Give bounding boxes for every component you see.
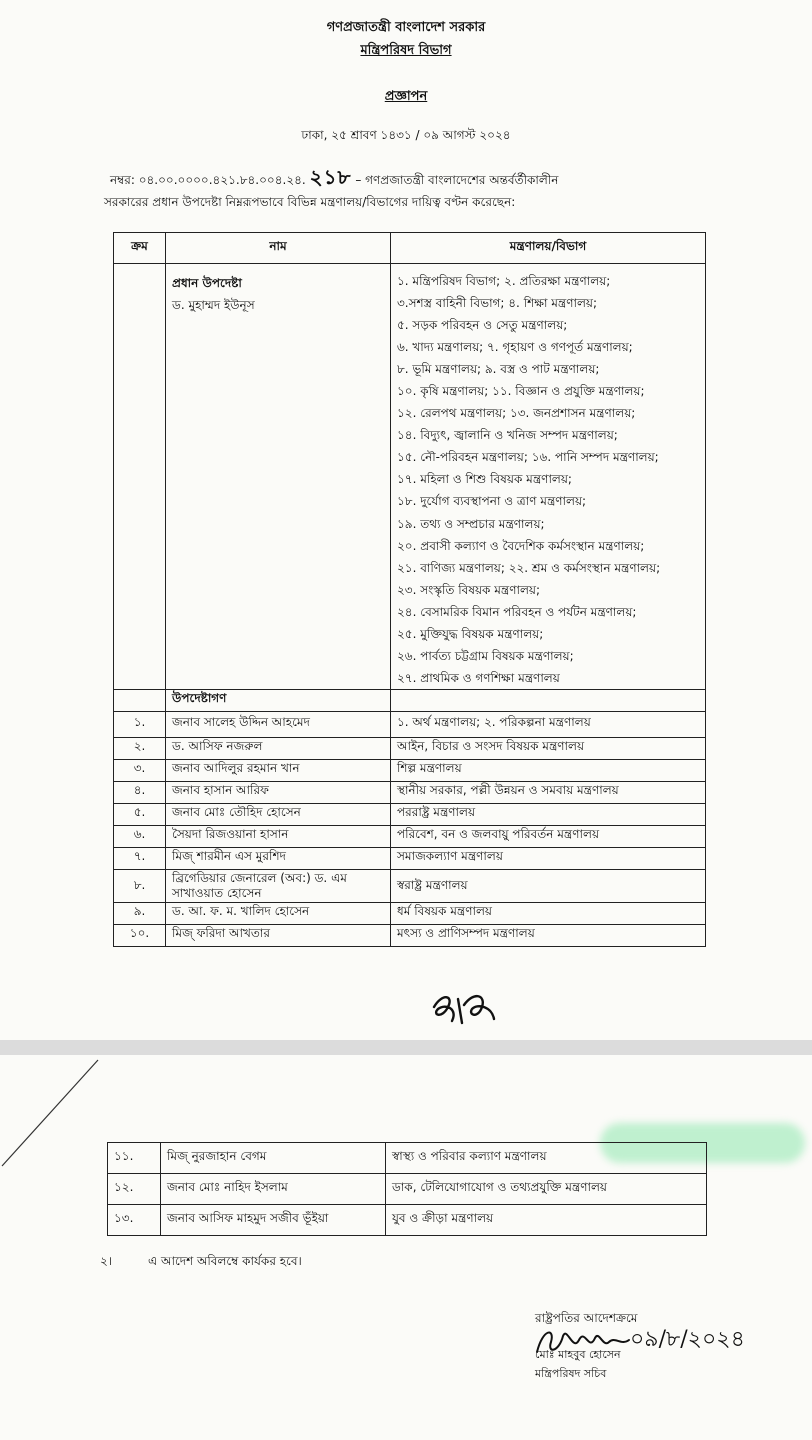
allocation-table [113, 232, 706, 947]
signatory [535, 1345, 621, 1383]
row-name: মিজ্ ফরিদা আখতার [166, 924, 391, 946]
ministry-line: ২৬. পার্বত্য চট্টগ্রাম বিষয়ক মন্ত্রণালয়; [397, 648, 574, 663]
chief-adviser-row [114, 264, 706, 690]
row-name: জনাব হাসান আরিফ [166, 781, 391, 803]
ministry-line: ৫. সড়ক পরিবহন ও সেতু মন্ত্রণালয়; [397, 318, 568, 333]
government-title: গণপ্রজাতন্ত্রী বাংলাদেশ সরকার [326, 20, 486, 35]
table-row [114, 781, 706, 803]
row-name: মিজ্ শারমীন এস মুরশিদ [166, 847, 391, 869]
ministry-line: ১২. রেলপথ মন্ত্রণালয়; ১৩. জনপ্রশাসন মন্ত্রণালয়; [397, 406, 636, 421]
chief-adviser-serial [114, 264, 166, 690]
table-row [114, 803, 706, 825]
chief-adviser-ministries [391, 264, 706, 690]
division-title: মন্ত্রিপরিষদ বিভাগ [360, 43, 452, 58]
signature-authority: রাষ্ট্রপতির আদেশক্রমে [535, 1311, 638, 1325]
ministry-line: ২৫. মুক্তিযুদ্ধ বিষয়ক মন্ত্রণালয়; [397, 626, 544, 641]
row-serial: ৬. [114, 825, 166, 847]
memo-text-second: সরকারের প্রধান উপদেষ্টা নিম্নরূপভাবে বিভিন্ন মন্ত্রণালয়/বিভাগের দায়িত্ব বণ্টন করেছেন: [104, 195, 516, 209]
header-name: নাম [166, 233, 391, 264]
row-ministry: মৎস্য ও প্রাণিসম্পদ মন্ত্রণালয় [391, 924, 706, 946]
ministry-line: ৬. খাদ্য মন্ত্রণালয়; ৭. গৃহায়ণ ও গণপূর্ত মন্ত্রণালয়; [397, 340, 633, 355]
row-name: জনাব মোঃ তৌহিদ হোসেন [166, 803, 391, 825]
row-name: মিজ্ নুরজাহান বেগম [161, 1143, 386, 1174]
memo-number: নম্বর: ০৪.০০.০০০০.৪২১.৮৪.০০৪.২৪. [110, 173, 306, 187]
row-serial: ২. [114, 737, 166, 759]
ministry-line: ১৫. নৌ-পরিবহন মন্ত্রণালয়; ১৬. পানি সম্পদ মন্ত্রণালয়; [397, 450, 659, 465]
row-ministry: ধর্ম বিষয়ক মন্ত্রণালয় [391, 902, 706, 924]
ministry-line: ২৭. প্রাথমিক ও গণশিক্ষা মন্ত্রণালয় [397, 670, 560, 685]
order-text: এ আদেশ অবিলম্বে কার্যকর হবে। [148, 1254, 302, 1268]
table-row [114, 869, 706, 902]
ministry-line: ২৪. বেসামরিক বিমান পরিবহন ও পর্যটন মন্ত্রণালয়; [397, 604, 637, 619]
row-name: জনাব আদিলুর রহমান খান [166, 759, 391, 781]
row-name: জনাব মোঃ নাহিদ ইসলাম [161, 1174, 386, 1205]
chief-adviser-title: প্রধান উপদেষ্টা [172, 276, 242, 290]
row-name: ড. আসিফ নজরুল [166, 737, 391, 759]
row-serial: ১. [114, 711, 166, 737]
row-serial: ১৩. [108, 1205, 161, 1236]
ministry-line: ১৮. দুর্যোগ ব্যবস্থাপনা ও ত্রাণ মন্ত্রণালয়; [397, 494, 587, 509]
table-row [114, 825, 706, 847]
initials-signature-icon [428, 985, 500, 1033]
table-row [114, 902, 706, 924]
row-ministry: পররাষ্ট্র মন্ত্রণালয় [391, 803, 706, 825]
row-ministry: সমাজকল্যাণ মন্ত্রণালয় [391, 847, 706, 869]
header-serial: ক্রম [114, 233, 166, 264]
ministry-line: ২১. বাণিজ্য মন্ত্রণালয়; ২২. শ্রম ও কর্মসংস্থান মন্ত্রণালয়; [397, 560, 661, 575]
table-row [114, 759, 706, 781]
row-ministry: স্বরাষ্ট্র মন্ত্রণালয় [391, 869, 706, 902]
allocation-table-continued [107, 1142, 707, 1236]
row-serial: ১১. [108, 1143, 161, 1174]
row-ministry: স্থানীয় সরকার, পল্লী উন্নয়ন ও সমবায় মন্ত্রণালয় [391, 781, 706, 803]
ministry-line: ৩.সশস্ত্র বাহিনী বিভাগ; ৪. শিক্ষা মন্ত্রণালয়; [397, 296, 598, 311]
ministry-line: ১৭. মহিলা ও শিশু বিষয়ক মন্ত্রণালয়; [397, 472, 572, 487]
row-name: ড. আ. ফ. ম. খালিদ হোসেন [166, 902, 391, 924]
row-ministry: আইন, বিচার ও সংসদ বিষয়ক মন্ত্রণালয় [391, 737, 706, 759]
ministry-line: ৮. ভূমি মন্ত্রণালয়; ৯. বস্ত্র ও পাট মন্ত্রণালয়; [397, 362, 600, 377]
empty-cell [114, 689, 166, 711]
row-serial: ৫. [114, 803, 166, 825]
advisers-title-row [114, 689, 706, 711]
memo-paragraph [104, 165, 710, 213]
ministry-line: ২৩. সংস্কৃতি বিষয়ক মন্ত্রণালয়; [397, 582, 541, 597]
handwritten-memo-number: ২১৮ [309, 165, 352, 189]
table-row [114, 924, 706, 946]
table-row [108, 1205, 707, 1236]
row-ministry: শিল্প মন্ত্রণালয় [391, 759, 706, 781]
row-ministry: পরিবেশ, বন ও জলবায়ু পরিবর্তন মন্ত্রণালয় [391, 825, 706, 847]
order-number: ২। [100, 1254, 113, 1268]
signatory-designation: মন্ত্রিপরিষদ সচিব [535, 1367, 607, 1380]
advisers-title: উপদেষ্টাগণ [166, 689, 391, 711]
row-name: সৈয়দা রিজওয়ানা হাসান [166, 825, 391, 847]
row-ministry: যুব ও ক্রীড়া মন্ত্রণালয় [386, 1205, 707, 1236]
document-type: প্রজ্ঞাপন [384, 89, 428, 104]
date-line: ঢাকা, ২৫ শ্রাবণ ১৪৩১ / ০৯ আগস্ট ২০২৪ [301, 128, 511, 142]
row-serial: ১০. [114, 924, 166, 946]
chief-adviser-name: ড. মুহাম্মদ ইউনূস [172, 298, 255, 312]
row-serial: ৭. [114, 847, 166, 869]
row-ministry: ১. অর্থ মন্ত্রণালয়; ২. পরিকল্পনা মন্ত্রণালয় [391, 711, 706, 737]
signatory-name: মোঃ মাহবুব হোসেন [535, 1348, 621, 1361]
row-name: ব্রিগেডিয়ার জেনারেল (অব:) ড. এম সাখাওয়াত হোসেন [166, 869, 391, 902]
ministry-line: ১৯. তথ্য ও সম্প্রচার মন্ত্রণালয়; [397, 516, 545, 531]
row-ministry: ডাক, টেলিযোগাযোগ ও তথ্যপ্রযুক্তি মন্ত্রণালয় [386, 1174, 707, 1205]
ministry-line: ২০. প্রবাসী কল্যাণ ও বৈদেশিক কর্মসংস্থান মন্ত্রণালয়; [397, 538, 645, 553]
ministry-line: ১৪. বিদ্যুৎ, জ্বালানি ও খনিজ সম্পদ মন্ত্রণালয়; [397, 428, 618, 443]
page-gap [0, 1040, 812, 1055]
table-row [114, 847, 706, 869]
table-header-row [114, 233, 706, 264]
ministry-line: ১০. কৃষি মন্ত্রণালয়; ১১. বিজ্ঞান ও প্রযুক্তি মন্ত্রণালয়; [397, 384, 645, 399]
row-name: জনাব আসিফ মাহমুদ সজীব ভূঁইয়া [161, 1205, 386, 1236]
ministry-line: ১. মন্ত্রিপরিষদ বিভাগ; ২. প্রতিরক্ষা মন্ত্রণালয়; [397, 274, 611, 288]
row-serial: ৩. [114, 759, 166, 781]
chief-adviser-cell [166, 264, 391, 690]
row-ministry: স্বাস্থ্য ও পরিবার কল্যাণ মন্ত্রণালয় [386, 1143, 707, 1174]
table-row [114, 737, 706, 759]
row-name: জনাব সালেহ উদ্দিন আহমেদ [166, 711, 391, 737]
row-serial: ৯. [114, 902, 166, 924]
order-paragraph [100, 1253, 302, 1273]
table-row [108, 1143, 707, 1174]
table-row [114, 711, 706, 737]
empty-cell [391, 689, 706, 711]
signature-date: ০৯/৮/২০২৪ [630, 1327, 745, 1352]
row-serial: ১২. [108, 1174, 161, 1205]
row-serial: ৮. [114, 869, 166, 902]
row-serial: ৪. [114, 781, 166, 803]
header-ministry: মন্ত্রণালয়/বিভাগ [391, 233, 706, 264]
table-row [108, 1174, 707, 1205]
memo-text-first: – গণপ্রজাতন্ত্রী বাংলাদেশের অন্তর্বর্তীকালীন [355, 173, 559, 187]
